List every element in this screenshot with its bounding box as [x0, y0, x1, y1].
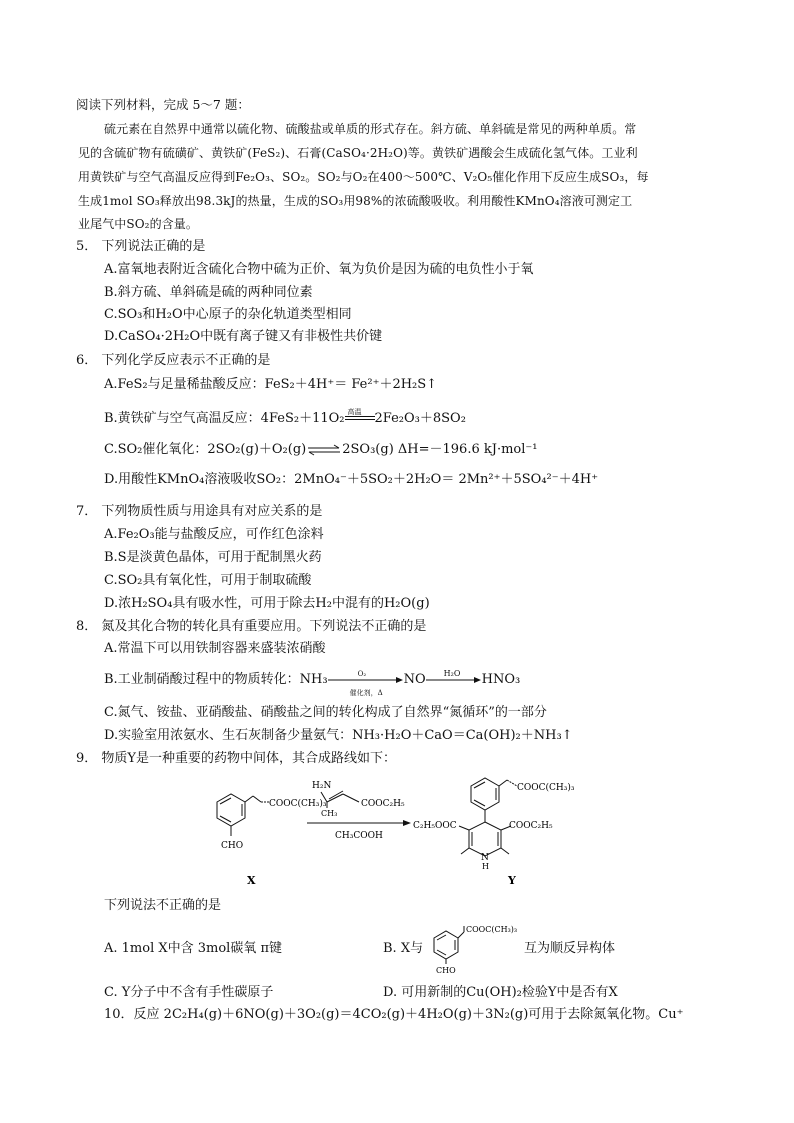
synthesis-arrow-icon: [403, 820, 411, 826]
q9-b-cho-label: CHO: [436, 966, 456, 974]
q5-option-c: C.SO₃和H₂O中心原子的杂化轨道类型相同: [104, 307, 352, 322]
q7-option-b: B.S是淡黄色晶体，可用于配制黑火药: [104, 550, 322, 565]
y-compound-label: Y: [508, 874, 516, 887]
q8-option-b: [104, 668, 521, 697]
q7-stem: 7． 下列物质性质与用途具有对应关系的是: [76, 504, 323, 519]
q9-option-c: C. Y分子中不含有手性碳原子: [104, 985, 274, 1000]
q6-option-d: D.用酸性KMnO₄溶液吸收SO₂：2MnO₄⁻＋5SO₂＋2H₂O＝ 2Mn²⁺＋5SO₄²⁻＋4H⁺: [104, 472, 599, 487]
q9-option-d: D. 可用新制的Cu(OH)₂检验Y中是否有X: [383, 985, 618, 1000]
q8-b-left: B.工业制硝酸过程中的物质转化：NH₃: [104, 672, 328, 687]
material-line-5: 业尾气中SO₂的含量。: [78, 217, 198, 231]
q8-option-c: C.氮气、铵盐、亚硝酸盐、硝酸盐之间的转化构成了自然界“氮循环”的一部分: [104, 705, 547, 720]
q8-stem: 8． 氮及其化合物的转化具有重要应用。下列说法不正确的是: [76, 619, 427, 634]
q6-option-b: [104, 407, 466, 428]
q8-option-a: A.常温下可以用铁制容器来盛装浓硝酸: [104, 641, 326, 656]
q9-ask: 下列说法不正确的是: [104, 898, 222, 913]
x-cho-label: CHO: [221, 841, 244, 851]
q9-b-tail: 互为顺反异构体: [524, 941, 616, 956]
reagent-ch3-label: CH₃: [321, 809, 338, 818]
q5-option-b: B.斜方硫、单斜硫是硫的两种同位素: [104, 285, 313, 300]
high-temp-label: 高温: [347, 407, 362, 416]
q6-b-left: B.黄铁矿与空气高温反应：4FeS₂＋11O₂: [104, 411, 345, 426]
material-line-2: 见的含硫矿物有硫磺矿、黄铁矿(FeS₂)、石膏(CaSO₄·2H₂O)等。黄铁矿遇酸会生成硫化氢气体。工业利: [78, 146, 638, 160]
arrow1-top-label: O₂: [357, 669, 367, 678]
reagent-structure: [321, 791, 359, 808]
arrow1-bottom-label: 催化剂，Δ: [349, 688, 383, 697]
y-left-ester-label: C₂H₅OOC: [413, 821, 457, 831]
x-compound-label: X: [247, 874, 256, 887]
y-ester-top-label: COOC(CH₃)₃: [517, 783, 575, 793]
q9-option-b: [383, 940, 423, 958]
q6-option-a: A.FeS₂与足量稀盐酸反应：FeS₂＋4H⁺＝ Fe²⁺＋2H₂S↑: [104, 377, 438, 392]
q8-b-right: HNO₃: [481, 672, 521, 687]
equilibrium-arrow-icon: [306, 443, 342, 457]
q6-stem: 6． 下列化学反应表示不正确的是: [76, 353, 271, 368]
x-ester-label: COOC(CH₃)₃: [269, 799, 327, 809]
q6-b-right: 2Fe₂O₃＋8SO₂: [374, 411, 466, 426]
y-h-label: H: [482, 862, 489, 871]
q6-option-c: [104, 441, 537, 459]
q9-b-isomer-structure: [420, 922, 520, 974]
q7-option-c: C.SO₂具有氧化性，可用于制取硫酸: [104, 573, 312, 588]
q5-option-d: D.CaSO₄·2H₂O中既有离子键又有非极性共价键: [104, 329, 383, 344]
material-line-4: 生成1mol SO₃释放出98.3kJ的热量，生成的SO₃用98%的浓硫酸吸收。利用酸性KMnO₄溶液可测定工: [78, 194, 633, 208]
q5-stem: 5． 下列说法正确的是: [76, 239, 206, 254]
reaction-arrow-2-icon: [426, 668, 482, 687]
q9-option-a: A. 1mol X中含 3mol碳氧 π键: [104, 941, 283, 956]
q7-option-d: D.浓H₂SO₄具有吸水性，可用于除去H₂中混有的H₂O(g): [104, 596, 430, 611]
q9-b-left: B. X与: [383, 941, 424, 956]
intro-line: 阅读下列材料，完成 5～7 题：: [76, 97, 250, 112]
q9-stem: 9． 物质Y是一种重要的药物中间体，其合成路线如下：: [76, 751, 396, 766]
y-n-label: N: [481, 853, 489, 863]
reaction-arrow-1-icon: [328, 669, 404, 697]
y-right-ester-label: COOC₂H₅: [509, 821, 553, 831]
q10-stem: 10．反应 2C₂H₄(g)＋6NO(g)＋3O₂(g)＝4CO₂(g)＋4H₂O(g)＋3N₂(g)可用于去除氮氧化物。Cu⁺: [104, 1007, 684, 1022]
reagent-acid-label: CH₃COOH: [335, 831, 383, 841]
arrow2-top-label: H₂O: [443, 668, 461, 678]
q8-option-d: D.实验室用浓氨水、生石灰制备少量氨气：NH₃·H₂O＋CaO＝Ca(OH)₂＋NH₃↑: [104, 728, 573, 743]
q6-c-right: 2SO₃(g) ΔH=－196.6 kJ·mol⁻¹: [342, 442, 538, 457]
q7-option-a: A.Fe₂O₃能与盐酸反应，可作红色涂料: [104, 527, 324, 542]
q9-b-ester-label: COOC(CH₃)₃: [466, 925, 518, 934]
q5-option-a: A.富氧地表附近含硫化合物中硫为正价、氧为负价是因为硫的电负性小于氧: [104, 262, 534, 277]
high-temp-equals-sign: [345, 407, 375, 426]
material-line-1: 硫元素在自然界中通常以硫化物、硫酸盐或单质的形式存在。斜方硫、单斜硫是常见的两种单质。常: [104, 122, 637, 136]
compound-x-structure: [217, 794, 269, 836]
material-line-3: 用黄铁矿与空气高温反应得到Fe₂O₃、SO₂。SO₂与O₂在400～500℃、V₂O₅催化作用下反应生成SO₃，每: [78, 170, 649, 184]
synthesis-scheme: [195, 772, 615, 890]
q6-c-left: C.SO₂催化氧化：2SO₂(g)＋O₂(g): [104, 442, 307, 457]
reagent-h2n-label: H₂N: [312, 781, 332, 791]
reagent-ester-label: COOC₂H₅: [361, 799, 405, 809]
q8-b-mid: NO: [403, 672, 426, 687]
compound-y-structure: [459, 778, 517, 856]
